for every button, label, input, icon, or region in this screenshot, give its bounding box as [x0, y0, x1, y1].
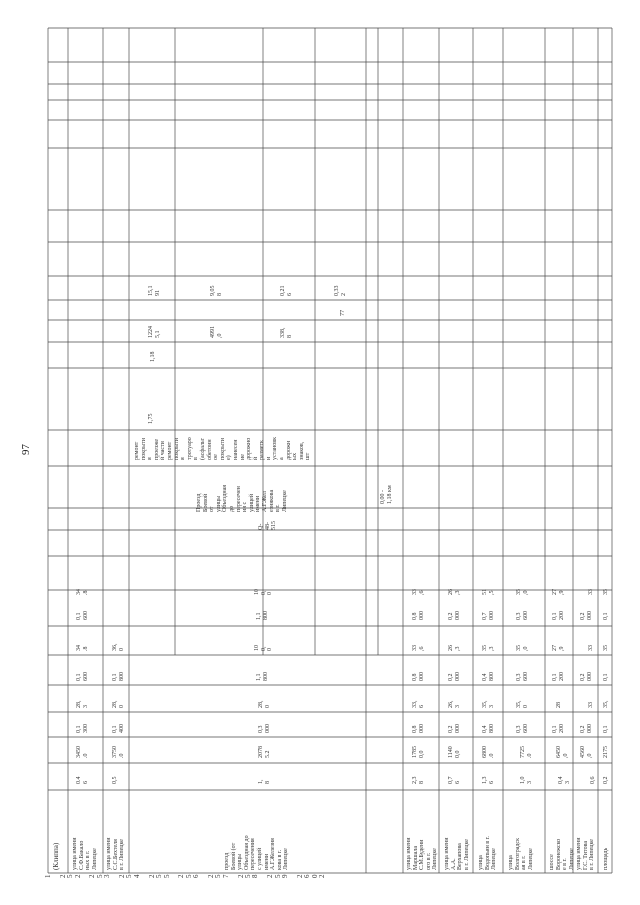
r6-area: 6800 .0	[482, 746, 495, 758]
r3-area: 2078 5.2	[258, 746, 271, 758]
r7-length: 1,0 3	[520, 776, 533, 784]
r4-value-6: 33 ,6	[412, 645, 425, 651]
r9-value-7: 0,2 000	[580, 611, 593, 620]
street-name-titov: улица имени Г.С. Титова в г. Липецке	[576, 837, 596, 870]
r2-value-5: 0,1 800	[112, 672, 125, 681]
r10-area: 2175	[603, 746, 609, 758]
street-name-voronezhskoe: шоссе Воронежско е в г. Липецке	[549, 838, 575, 870]
r3-length-value: 1,18	[150, 351, 156, 362]
r10-value-6: 35	[603, 645, 609, 651]
r3-value-5: 1,1 800	[256, 672, 269, 681]
r1-value-5: 0,1 600	[76, 672, 89, 681]
r10-value-7: 0,1	[603, 612, 609, 620]
r10-length: 0,2	[603, 776, 609, 784]
r3-volume-2: 4991 ,0	[210, 326, 223, 338]
r10-value-8: 35	[603, 589, 609, 595]
r10-value-3: 0,1	[603, 725, 609, 733]
r5-area: 1140 0,0	[448, 746, 461, 758]
street-name-bakalov: улица имени С.Ф.Бакало ных в г. Липецке	[72, 837, 98, 870]
street-name-ploshchad: площадь	[603, 847, 609, 870]
r6-length: 1,3 6	[482, 776, 495, 784]
r4-value-8: 33 ,6	[412, 589, 425, 595]
r3-cost-3: 0,21 6	[280, 285, 293, 296]
r9-length: 0,6	[590, 776, 596, 784]
r1-area: 3450 .0	[76, 746, 89, 758]
r2-value-3: 0,1 400	[112, 724, 125, 733]
r2-value-6: 36, 0	[112, 643, 125, 651]
r5-value-8: 26 ,3	[448, 589, 461, 595]
r3-value-7: 1,1 800	[256, 611, 269, 620]
r3-cost-4: 0,33 2	[334, 285, 347, 296]
r8-value-4: 28	[556, 702, 562, 708]
r8-value-5: 0,1 200	[552, 672, 565, 681]
r8-value-3: 0,1 200	[552, 724, 565, 733]
r2-area: 3750 .0	[112, 746, 125, 758]
r8-value-7: 0,1 200	[552, 611, 565, 620]
street-name-volgogradskaya: улица Волгоградск ая в г. Липецке	[508, 838, 534, 870]
r8-value-8: 27 ,9	[552, 589, 565, 595]
r6-value-8: 51 ,5	[482, 589, 495, 595]
page-number: 97	[20, 444, 32, 455]
r3-length: 1, 8	[258, 779, 271, 784]
r5-value-7: 0,2 000	[448, 611, 461, 620]
street-name-bekhtel: улица имени С.С.Бехтеля в г. Липецке	[106, 837, 126, 870]
r3-value-8: 10 0, 0	[254, 589, 274, 595]
r8-value-6: 27 ,9	[552, 645, 565, 651]
r4-length: 2,3 8	[412, 776, 425, 784]
r2-length: 0,5	[112, 776, 118, 784]
r3-volume-3: 338, 8	[280, 327, 293, 338]
street-name-boevoy: проезд Боевой (от улицы Объездная до пересечения с улицей имени А.Г.Железня кова в г. Липецке	[224, 835, 290, 870]
r10-value-5: 0,1	[603, 673, 609, 681]
r9-value-5: 0,2 000	[580, 672, 593, 681]
r4-value-3: 0,8 000	[412, 724, 425, 733]
r9-value-6: 33	[588, 645, 594, 651]
r9-value-3: 0,2 000	[580, 724, 593, 733]
r4-value-4: 33, 6	[412, 700, 425, 708]
r3-value-6: 10 0, 0	[254, 645, 274, 651]
r9-value-8: 33	[588, 589, 594, 595]
r6-value-3: 0,4 800	[482, 724, 495, 733]
r3-description: Проезд Боевой от улицы Объездная до пересечен ия с улицей имени А.Г.Жел езнякова в г. Липецке	[196, 484, 288, 512]
r7-value-4: 35, 0	[516, 700, 529, 708]
r9-value-4: 33	[588, 702, 594, 708]
r3-volume-1: 1224 5,1	[148, 326, 161, 338]
r9-area: 4560 ,0	[580, 746, 593, 758]
r1-value-6: 34 .8	[76, 645, 89, 651]
r6-value-6: 35 ,3	[482, 645, 495, 651]
r5-value-6: 26 ,3	[448, 645, 461, 651]
column-heading: (Клиппа)	[52, 842, 60, 870]
r7-value-6: 35 ,0	[516, 645, 529, 651]
r4-value-7: 0,8 000	[412, 611, 425, 620]
r3-signs-count: 77	[340, 310, 346, 316]
r4-value-5: 0,8 000	[412, 672, 425, 681]
r3-value-3: 0,3 000	[258, 724, 271, 733]
r3-work-types: ремонт покрыти я проезже й части ремонт покрыти я тротуаро в (асфальт обетонн ое покрыти е) нанесен ие дорожно й разметк и установк а дорожн ых знаков, шт	[134, 437, 312, 460]
r8-length: 0,4 3	[558, 776, 571, 784]
r10-value-4: 35,	[603, 700, 609, 708]
r5-length: 0,7 6	[448, 776, 461, 784]
r6-value-4: 35, 3	[482, 700, 495, 708]
r7-area: 7725 .0	[520, 746, 533, 758]
r7-value-7: 0,3 600	[516, 611, 529, 620]
r4-area: 1785 0,0	[412, 746, 425, 758]
street-name-verkhapov: улица имени А.А. Верхапова в г. Липецке	[444, 837, 470, 870]
r3-value-4: 28, 0	[258, 700, 271, 708]
street-name-vodopyan: улица Водопьян в г. Липецке	[478, 836, 498, 870]
r7-value-5: 0,3 600	[516, 672, 529, 681]
r5-value-5: 0,2 000	[448, 672, 461, 681]
r3-code: Q- 48- 515	[258, 521, 278, 530]
r2-value-4: 28, 0	[112, 700, 125, 708]
r8-area: 6450 ,0	[556, 746, 569, 758]
r6-value-7: 0,7 000	[482, 611, 495, 620]
r6-value-5: 0,4 800	[482, 672, 495, 681]
r5-value-3: 0,2 000	[448, 724, 461, 733]
street-name-budenny: улица имени Маршала С.М.Будени ого в г. Липецке	[406, 837, 439, 870]
column-number-labels: 1 2 5 2 2 5 3 2 5 4 2 5 5 2 5 6 2 5 7 2 5 8 2 5 9 2 6 0 2	[44, 874, 327, 878]
r3-cost-1: 15,1 91	[148, 285, 161, 296]
r1-value-3: 0,1 300	[76, 724, 89, 733]
r1-length: 0.4 6	[76, 776, 89, 784]
r3-cost-2: 9,05 8	[210, 285, 223, 296]
r5-value-4: 26, 3	[448, 700, 461, 708]
r1-value-4: 28, 3	[76, 700, 89, 708]
r3-area-value: 1,75	[148, 413, 154, 424]
r7-value-3: 0,3 600	[516, 724, 529, 733]
r1-value-7: 0,1 600	[76, 611, 89, 620]
r1-value-8: 34 .8	[76, 589, 89, 595]
r7-value-8: 35 ,0	[516, 589, 529, 595]
r3-range: 0,00 - 1,18 км	[380, 485, 393, 504]
